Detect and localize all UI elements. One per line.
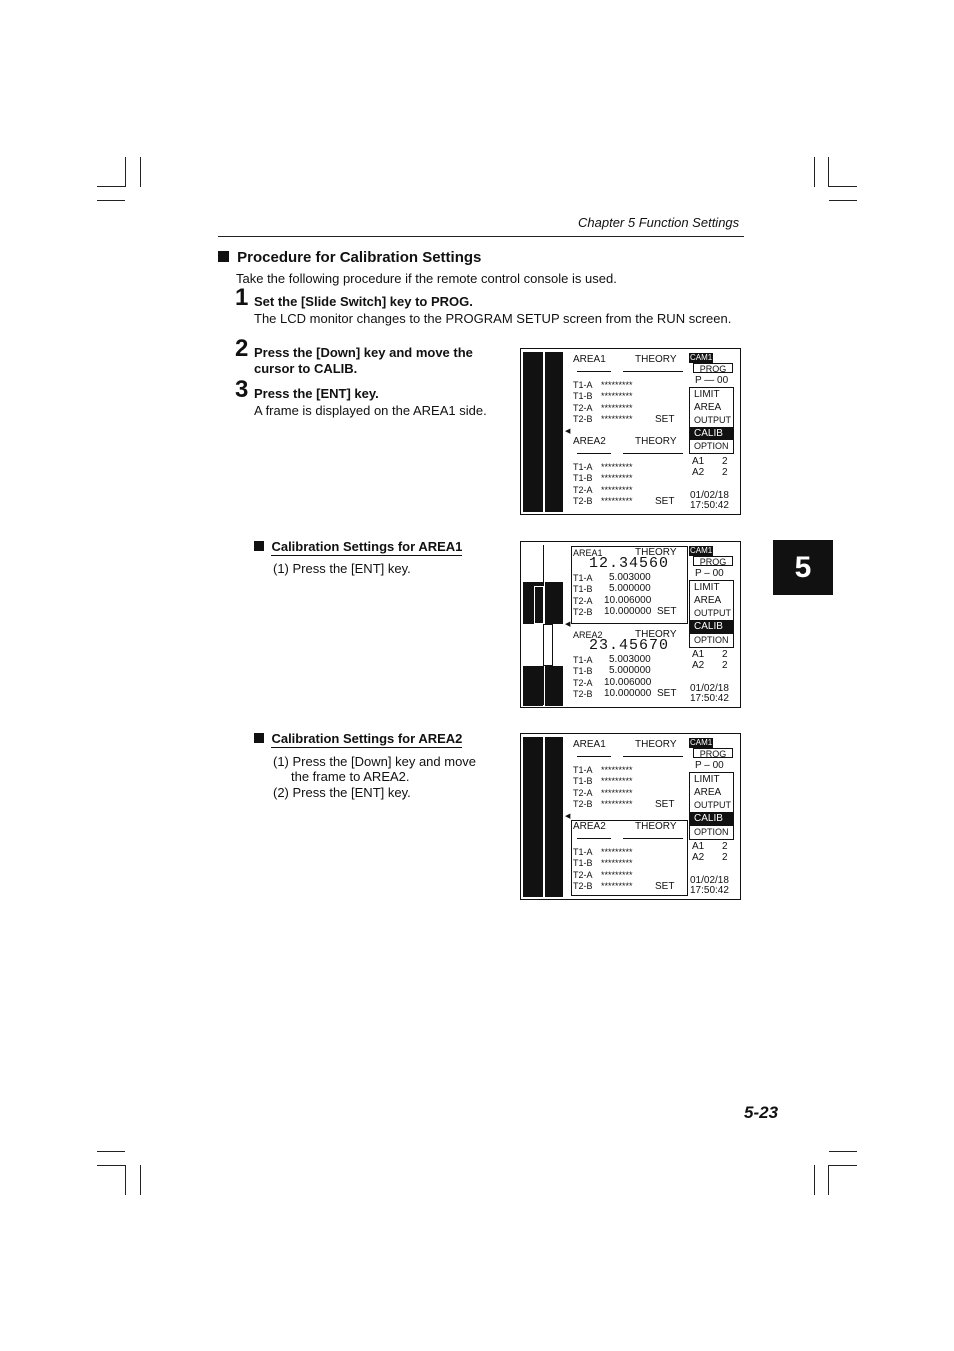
step-description: The LCD monitor changes to the PROGRAM SETUP screen from the RUN screen.: [254, 311, 732, 326]
lcd-sidebar-bar: [545, 582, 563, 624]
lcd-row-value: *********: [601, 414, 633, 424]
lcd-row-label: T1-A: [573, 380, 593, 390]
lcd-area2-label: AREA2: [573, 630, 603, 640]
lcd-theory-label: THEORY: [635, 547, 677, 558]
lcd-dashes: [623, 838, 683, 839]
lcd-row-value: 10.000000: [604, 688, 652, 699]
lcd-date: 01/02/18: [690, 490, 729, 501]
lcd-a2-label: A2: [692, 467, 705, 478]
lcd-a2-value: 2: [722, 467, 728, 478]
triangle-marker-icon: ◀: [565, 813, 571, 820]
crop-mark: [829, 186, 857, 187]
lcd-row-label: T1-B: [573, 666, 593, 676]
lcd-menu-item: OPTION: [694, 441, 729, 451]
lcd-row-value: *********: [601, 380, 633, 390]
lcd-sidebar-bar: [523, 666, 543, 706]
lcd-screen-2: [520, 541, 741, 708]
crop-mark: [140, 157, 141, 187]
area2-instruction: (2) Press the [ENT] key.: [273, 785, 411, 800]
header-rule: [218, 236, 744, 237]
crop-mark: [814, 157, 815, 187]
lcd-menu-item: LIMIT: [694, 582, 720, 593]
lcd-area2-label: AREA2: [573, 821, 606, 832]
crop-mark: [97, 1151, 125, 1152]
lcd-row-label: T2-B: [573, 414, 593, 424]
lcd-sidebar-bar: [523, 737, 543, 897]
area1-instruction: (1) Press the [ENT] key.: [273, 561, 411, 576]
lcd-row-value: *********: [601, 847, 633, 857]
lcd-row-label: T2-A: [573, 870, 593, 880]
lcd-date: 01/02/18: [690, 683, 729, 694]
lcd-row-value: *********: [601, 391, 633, 401]
lcd-theory-label: THEORY: [635, 739, 677, 750]
square-bullet-icon: [218, 251, 229, 262]
lcd-menu-item: OPTION: [690, 633, 733, 647]
lcd-area2-label: AREA2: [573, 436, 606, 447]
lcd-sidebar-bar: [545, 352, 563, 512]
lcd-slider-frame: [543, 624, 553, 666]
step-description: A frame is displayed on the AREA1 side.: [254, 403, 487, 418]
lcd-set-label: SET: [655, 881, 675, 892]
chapter-header: Chapter 5 Function Settings: [578, 215, 740, 230]
lcd-row-value: 5.003000: [609, 654, 651, 665]
lcd-a1-value: 2: [722, 649, 728, 660]
lcd-time: 17:50:42: [690, 500, 729, 511]
lcd-theory-label: THEORY: [635, 436, 677, 447]
lcd-area1-label: AREA1: [573, 548, 603, 558]
crop-mark: [829, 200, 857, 201]
crop-mark: [140, 1165, 141, 1195]
lcd-row-label: T2-A: [573, 485, 593, 495]
lcd-row-label: T2-B: [573, 881, 593, 891]
lcd-menu-item: AREA: [694, 402, 722, 413]
triangle-marker-icon: ◀: [565, 428, 571, 435]
lcd-row-value: *********: [601, 858, 633, 868]
lcd-screen-1: [520, 348, 741, 515]
lcd-dashes: [623, 371, 683, 372]
lcd-dashes: [577, 453, 611, 454]
crop-mark: [828, 157, 829, 187]
lcd-date: 01/02/18: [690, 875, 729, 886]
lcd-menu-item-selected: CALIB: [690, 620, 733, 633]
lcd-row-value: *********: [601, 473, 633, 483]
lcd-sidebar-bar: [545, 737, 563, 897]
lcd-row-value: *********: [601, 881, 633, 891]
lcd-a1-label: A1: [692, 841, 705, 852]
crop-mark: [125, 1165, 126, 1195]
step-instruction: Press the [Down] key and move the: [254, 345, 473, 360]
crop-mark: [97, 1165, 125, 1166]
lcd-menu-item: OPTION: [690, 825, 733, 839]
lcd-menu: [689, 772, 734, 840]
lcd-menu-item: AREA: [694, 787, 722, 798]
lcd-row-label: T1-B: [573, 473, 593, 483]
lcd-row-label: T1-A: [573, 573, 593, 583]
triangle-marker-icon: ◀: [565, 621, 571, 628]
lcd-set-label: SET: [657, 606, 677, 617]
lcd-a1-value: 2: [722, 841, 728, 852]
crop-mark: [828, 1165, 829, 1195]
lcd-row-label: T1-B: [573, 391, 593, 401]
lcd-program-number: P – 00: [695, 568, 724, 579]
lcd-dashes: [577, 756, 611, 757]
lcd-a1-label: A1: [692, 456, 705, 467]
lcd-row-value: *********: [601, 870, 633, 880]
lcd-cam-badge: CAM1: [690, 353, 713, 362]
lcd-row-value: *********: [601, 776, 633, 786]
section-title: Procedure for Calibration Settings: [218, 249, 481, 266]
lcd-row-label: T2-A: [573, 596, 593, 606]
step-number: 2: [235, 335, 249, 362]
lcd-row-value: 5.003000: [609, 572, 651, 583]
lcd-theory-label: THEORY: [635, 354, 677, 365]
lcd-row-value: *********: [601, 765, 633, 775]
subsection-area2: Calibration Settings for AREA2: [254, 730, 462, 748]
lcd-set-label: SET: [655, 799, 675, 810]
lcd-a1-label: A1: [692, 649, 705, 660]
lcd-row-label: T1-B: [573, 776, 593, 786]
crop-mark: [829, 1165, 857, 1166]
lcd-row-label: T2-A: [573, 678, 593, 688]
lcd-menu-item: LIMIT: [694, 389, 720, 400]
lcd-row-label: T1-A: [573, 462, 593, 472]
lcd-screen-3: [520, 733, 741, 900]
step-instruction: Press the [ENT] key.: [254, 386, 379, 401]
lcd-dashes: [623, 756, 683, 757]
subsection-area1: Calibration Settings for AREA1: [254, 538, 462, 556]
lcd-menu-item: OUTPUT: [694, 800, 731, 810]
lcd-menu: [689, 580, 734, 648]
intro-text: Take the following procedure if the remote control console is used.: [236, 271, 617, 286]
lcd-set-label: SET: [657, 688, 677, 699]
lcd-menu-item-selected: CALIB: [690, 812, 733, 825]
lcd-a1-value: 2: [722, 456, 728, 467]
crop-mark: [97, 200, 125, 201]
lcd-row-label: T2-B: [573, 799, 593, 809]
lcd-row-label: T2-A: [573, 403, 593, 413]
lcd-row-label: T1-B: [573, 858, 593, 868]
lcd-row-value: 10.006000: [604, 677, 652, 688]
lcd-cam-badge: CAM1: [690, 546, 713, 555]
square-bullet-icon: [254, 733, 264, 743]
lcd-row-value: *********: [601, 788, 633, 798]
lcd-menu-item: AREA: [694, 595, 722, 606]
lcd-menu-item: OUTPUT: [694, 608, 731, 618]
lcd-dashes: [577, 838, 611, 839]
lcd-prog-box: PROG: [693, 556, 733, 566]
crop-mark: [97, 186, 125, 187]
crop-mark: [125, 157, 126, 187]
lcd-row-value: *********: [601, 403, 633, 413]
lcd-sidebar-bar: [523, 352, 543, 512]
lcd-slider-frame: [534, 586, 544, 624]
lcd-theory-label: THEORY: [635, 821, 677, 832]
lcd-menu: [689, 387, 734, 454]
lcd-set-label: SET: [655, 414, 675, 425]
lcd-program-number: P — 00: [695, 375, 729, 386]
lcd-row-value: 10.006000: [604, 595, 652, 606]
crop-mark: [814, 1165, 815, 1195]
lcd-prog-box: PROG: [693, 748, 733, 758]
lcd-time: 17:50:42: [690, 885, 729, 896]
lcd-row-label: T1-A: [573, 847, 593, 857]
lcd-row-label: T1-A: [573, 655, 593, 665]
lcd-a2-label: A2: [692, 852, 705, 863]
area2-instruction: (1) Press the [Down] key and move: [273, 754, 477, 769]
lcd-theory-label: THEORY: [635, 629, 677, 640]
lcd-sidebar-bar: [545, 666, 563, 706]
lcd-area1-label: AREA1: [573, 354, 606, 365]
lcd-row-value: *********: [601, 496, 633, 506]
lcd-a2-value: 2: [722, 852, 728, 863]
lcd-program-number: P – 00: [695, 760, 724, 771]
lcd-row-label: T1-B: [573, 584, 593, 594]
square-bullet-icon: [254, 541, 264, 551]
crop-mark: [829, 1151, 857, 1152]
lcd-row-label: T2-A: [573, 788, 593, 798]
lcd-set-label: SET: [655, 496, 675, 507]
lcd-area1-label: AREA1: [573, 739, 606, 750]
lcd-row-label: T1-A: [573, 765, 593, 775]
page-number: 5-23: [744, 1103, 779, 1122]
lcd-area2-value: 23.45670: [589, 637, 670, 654]
lcd-row-value: *********: [601, 485, 633, 495]
lcd-dashes: [577, 371, 611, 372]
lcd-row-value: *********: [601, 462, 633, 472]
lcd-menu-item-selected: CALIB: [690, 427, 733, 440]
lcd-row-value: 5.000000: [609, 583, 651, 594]
lcd-dashes: [623, 453, 683, 454]
lcd-area1-value: 12.34560: [589, 555, 670, 572]
lcd-time: 17:50:42: [690, 693, 729, 704]
step-instruction: Set the [Slide Switch] key to PROG.: [254, 294, 473, 309]
lcd-menu-item: OUTPUT: [694, 415, 731, 425]
lcd-row-label: T2-B: [573, 607, 593, 617]
lcd-a2-value: 2: [722, 660, 728, 671]
lcd-a2-label: A2: [692, 660, 705, 671]
step-number: 3: [235, 376, 249, 403]
lcd-row-value: *********: [601, 799, 633, 809]
lcd-menu-item: LIMIT: [694, 774, 720, 785]
lcd-row-value: 10.000000: [604, 606, 652, 617]
lcd-cam-badge: CAM1: [690, 738, 713, 747]
area2-instruction: the frame to AREA2.: [291, 769, 410, 784]
lcd-row-label: T2-B: [573, 496, 593, 506]
step-number: 1: [235, 284, 249, 311]
lcd-row-label: T2-B: [573, 689, 593, 699]
step-instruction: cursor to CALIB.: [254, 361, 358, 376]
chapter-tab: 5: [773, 540, 833, 595]
lcd-prog-box: PROG: [693, 363, 733, 373]
lcd-row-value: 5.000000: [609, 665, 651, 676]
